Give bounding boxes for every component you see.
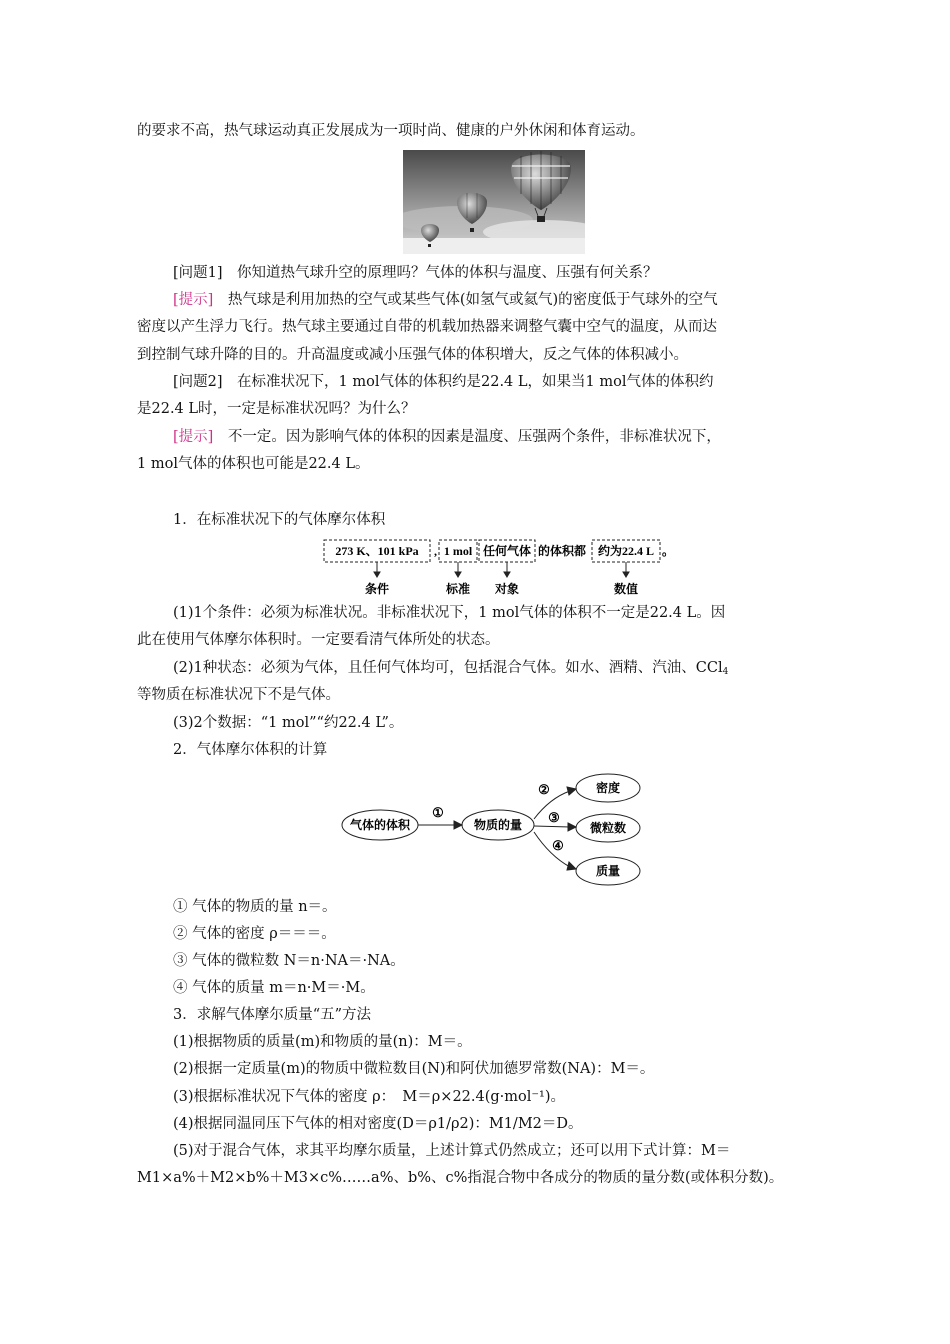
node-density-text: 密度 <box>595 781 621 795</box>
s1-point2-line1 <box>173 658 853 682</box>
s1-point1-line1: (1)1个条件：必须为标准状况。非标准状况下，1 mol气体的体积不一定是22.4 L。因 <box>173 605 726 621</box>
molar-volume-diagram <box>322 538 682 598</box>
section1-heading: 1．在标准状况下的气体摩尔体积 <box>173 512 386 528</box>
middle-text: 的体积都 <box>538 544 587 558</box>
section3-heading: 3．求解气体摩尔质量“五”方法 <box>173 1007 372 1023</box>
node-mass-text: 质量 <box>595 864 621 878</box>
circle-3-text: ③ <box>548 810 560 825</box>
label-object: 对象 <box>494 582 520 596</box>
node-amount-text: 物质的量 <box>473 818 523 832</box>
s1-point2-text: (2)1种状态：必须为气体，且任何气体均可，包括混合气体。如水、酒精、汽油、CCl <box>173 660 723 676</box>
q1-hint-label: [提示] <box>173 292 214 308</box>
q1-hint-text1: 热气球是利用加热的空气或某些气体(如氢气或氦气)的密度低于气球外的空气 <box>213 292 718 308</box>
ccl4-subscript: 4 <box>722 667 729 677</box>
circle-4-text: ④ <box>552 838 564 853</box>
standard-text: 1 mol <box>443 544 473 558</box>
comma-text: , <box>434 544 437 558</box>
label-value: 数值 <box>613 582 639 596</box>
q2-question-line1: [问题2] 在标准状况下，1 mol气体的体积约是22.4 L，如果当1 mol气体的体积约 <box>173 374 714 390</box>
circle-1-text: ① <box>432 805 444 820</box>
object-text: 任何气体 <box>482 544 532 558</box>
label-standard: 标准 <box>445 582 471 596</box>
method-5-line1: (5)对于混合气体，求其平均摩尔质量，上述计算式仍然成立；还可以用下式计算：M＝ <box>173 1143 731 1159</box>
calculation-diagram <box>340 772 656 888</box>
formula-3: ③ 气体的微粒数 N＝n·NA＝·NA。 <box>173 953 405 969</box>
circle-2-text: ② <box>538 782 550 797</box>
end-text: 。 <box>662 544 675 558</box>
q2-hint-label: [提示] <box>173 429 214 445</box>
method-1: (1)根据物质的质量(m)和物质的量(n)：M＝。 <box>173 1034 472 1050</box>
q1-hint-line1 <box>173 290 853 310</box>
s1-point3: (3)2个数据：“1 mol”“约22.4 L”。 <box>173 715 404 731</box>
q2-question-line2: 是22.4 L时，一定是标准状况吗？为什么？ <box>137 401 416 417</box>
formula-1: ① 气体的物质的量 n＝。 <box>173 899 337 915</box>
s1-point2-line2: 等物质在标准状况下不是气体。 <box>137 687 340 703</box>
intro-line: 的要求不高，热气球运动真正发展成为一项时尚、健康的户外休闲和体育运动。 <box>137 123 645 139</box>
value-text: 约为22.4 L <box>597 544 655 558</box>
method-2: (2)根据一定质量(m)的物质中微粒数目(N)和阿伏加德罗常数(NA)：M＝。 <box>173 1061 655 1077</box>
q1-question: [问题1] 你知道热气球升空的原理吗？气体的体积与温度、压强有何关系？ <box>173 265 658 281</box>
node-gas-volume-text: 气体的体积 <box>349 818 411 832</box>
method-5-line2: M1×a%＋M2×b%＋M3×c%……a%、b%、c%指混合物中各成分的物质的量分数(或体积分数)。 <box>137 1170 784 1186</box>
condition-text: 273 K、101 kPa <box>335 544 419 558</box>
method-3: (3)根据标准状况下气体的密度 ρ： M＝ρ×22.4(g·mol⁻¹)。 <box>173 1089 566 1105</box>
section2-heading: 2．气体摩尔体积的计算 <box>173 742 328 758</box>
hot-air-balloon-photo <box>403 150 585 254</box>
q1-hint-line3: 到控制气球升降的目的。升高温度或减小压强气体的体积增大，反之气体的体积减小。 <box>137 347 688 363</box>
formula-4: ④ 气体的质量 m＝n·M＝·M。 <box>173 980 375 996</box>
q2-hint-line2: 1 mol气体的体积也可能是22.4 L。 <box>137 456 370 472</box>
method-4: (4)根据同温同压下气体的相对密度(D＝ρ1/ρ2)：M1/M2＝D。 <box>173 1116 583 1132</box>
s1-point1-line2: 此在使用气体摩尔体积时。一定要看清气体所处的状态。 <box>137 632 500 648</box>
node-particles-text: 微粒数 <box>589 821 627 835</box>
q1-hint-line2: 密度以产生浮力飞行。热气球主要通过自带的机载加热器来调整气囊中空气的温度，从而达 <box>137 319 717 335</box>
q2-hint-line1 <box>173 427 853 447</box>
formula-2: ② 气体的密度 ρ＝＝＝。 <box>173 926 336 942</box>
label-condition: 条件 <box>364 582 390 596</box>
q2-hint-text1: 不一定。因为影响气体的体积的因素是温度、压强两个条件，非标准状况下， <box>213 429 721 445</box>
